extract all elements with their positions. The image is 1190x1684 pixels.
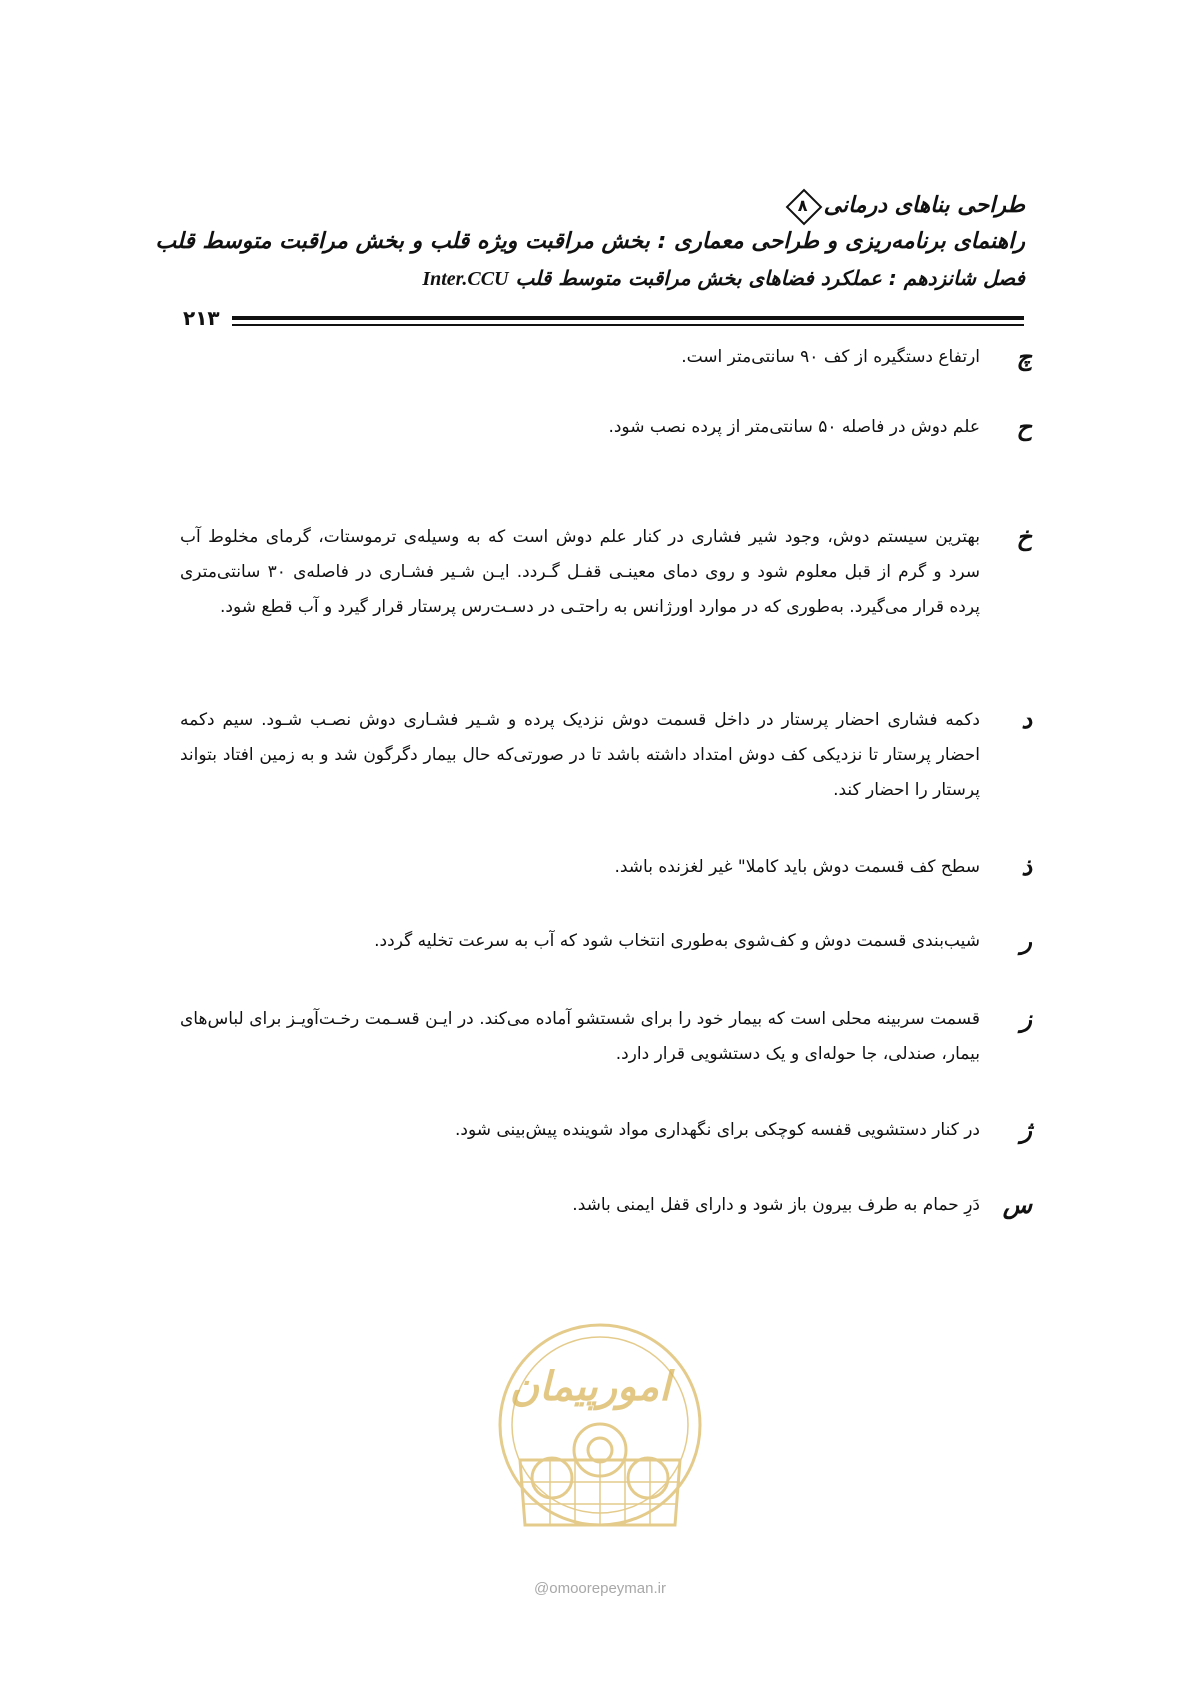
- item-text: دَرِ حمام به طرف بیرون باز شود و دارای قفل ایمنی باشد.: [572, 1195, 980, 1215]
- item-letter: ح: [1016, 413, 1032, 441]
- item-letter: ذ: [1021, 853, 1032, 881]
- book-number: ۸: [797, 196, 808, 215]
- item-text: ارتفاع دستگیره از کف ۹۰ سانتی‌متر است.: [681, 347, 980, 367]
- page-header: [155, 188, 1025, 297]
- item-letter: خ: [1016, 523, 1032, 551]
- item-text: در کنار دستشویی قفسه کوچکی برای نگهداری مواد شوینده پیش‌بینی شود.: [454, 1120, 980, 1140]
- list-item: [180, 1113, 1032, 1148]
- item-letter: ز: [1020, 1005, 1032, 1033]
- item-text: دکمه فشاری احضار پرستار در داخل قسمت دوش نزدیک پرده و شـیر فشـاری دوش نصـب شـود. سیم دکمه احضار پرستار تا نزدیکی کف دوش امتداد داشته باشد تا در صورتی‌که حال بیمار دگرگون شد و به زمین افتاد بتواند پرستار را احضار کند.: [180, 710, 980, 800]
- watermark-logo: [490, 1310, 710, 1570]
- list-item: [180, 1002, 1032, 1072]
- list-item: [180, 703, 1032, 808]
- chapter-title: فصل شانزدهم : عملکرد فضاهای بخش مراقبت متوسط قلب: [515, 266, 1025, 290]
- watermark-logo-text: امورپیمان: [509, 1364, 671, 1410]
- item-text: علم دوش در فاصله ۵۰ سانتی‌متر از پرده نصب شود.: [608, 417, 980, 437]
- item-letter: ژ: [1020, 1116, 1032, 1144]
- list-item: [180, 850, 1032, 885]
- item-text: شیب‌بندی قسمت دوش و کف‌شوی به‌طوری انتخاب شود که آب به سرعت تخلیه گردد.: [374, 931, 980, 951]
- list-item: [180, 340, 1032, 375]
- header-rule: [232, 316, 1024, 320]
- list-item: [180, 924, 1032, 959]
- watermark-emblem-icon: [490, 1310, 710, 1570]
- book-number-badge: [786, 189, 820, 223]
- list-item: [180, 520, 1032, 625]
- book-title-line: [205, 188, 1025, 224]
- subtitle: راهنمای برنامه‌ریزی و طراحی معماری : بخش مراقبت ویژه قلب و بخش مراقبت متوسط قلب: [155, 229, 1025, 254]
- chapter-latin: Inter.CCU: [422, 268, 509, 290]
- watermark-site: @omoorepeyman.ir: [534, 1580, 666, 1597]
- chapter-line: [205, 260, 1025, 297]
- item-text: بهترین سیستم دوش، وجود شیر فشاری در کنار علم دوش است که به وسیله‌ی ترموستات، گرمای مخلوط آب سرد و گرم از قبل معلوم شود و روی دمای معینـی قفـل گـردد. ایـن شـیر فشـاری در فاصله‌ی ۳۰ سانتی‌متری پرده قرار می‌گیرد. به‌طوری که در موارد اورژانس به راحتـی در دسـت‌رس پرستار قرار گیرد و آب قطع شود.: [180, 527, 980, 617]
- header-rule-thin: [232, 324, 1024, 326]
- book-title: طراحی بناهای درمانی: [823, 193, 1025, 218]
- item-text: قسمت سربینه محلی است که بیمار خود را برای شستشو آماده می‌کند. در ایـن قسـمت رخـت‌آویـز برای لباس‌های بیمار، صندلی، جا حوله‌ای و یک دستشویی قرار دارد.: [180, 1009, 980, 1064]
- page-number: ۲۱۳: [183, 306, 220, 330]
- item-letter: د: [1021, 706, 1032, 734]
- item-text: سطح کف قسمت دوش باید کاملا" غیر لغزنده باشد.: [614, 857, 980, 877]
- item-letter: ر: [1020, 927, 1032, 955]
- item-letter: چ: [1016, 343, 1032, 371]
- item-letter: س: [1002, 1191, 1032, 1219]
- list-item: [180, 1188, 1032, 1223]
- list-item: [180, 410, 1032, 445]
